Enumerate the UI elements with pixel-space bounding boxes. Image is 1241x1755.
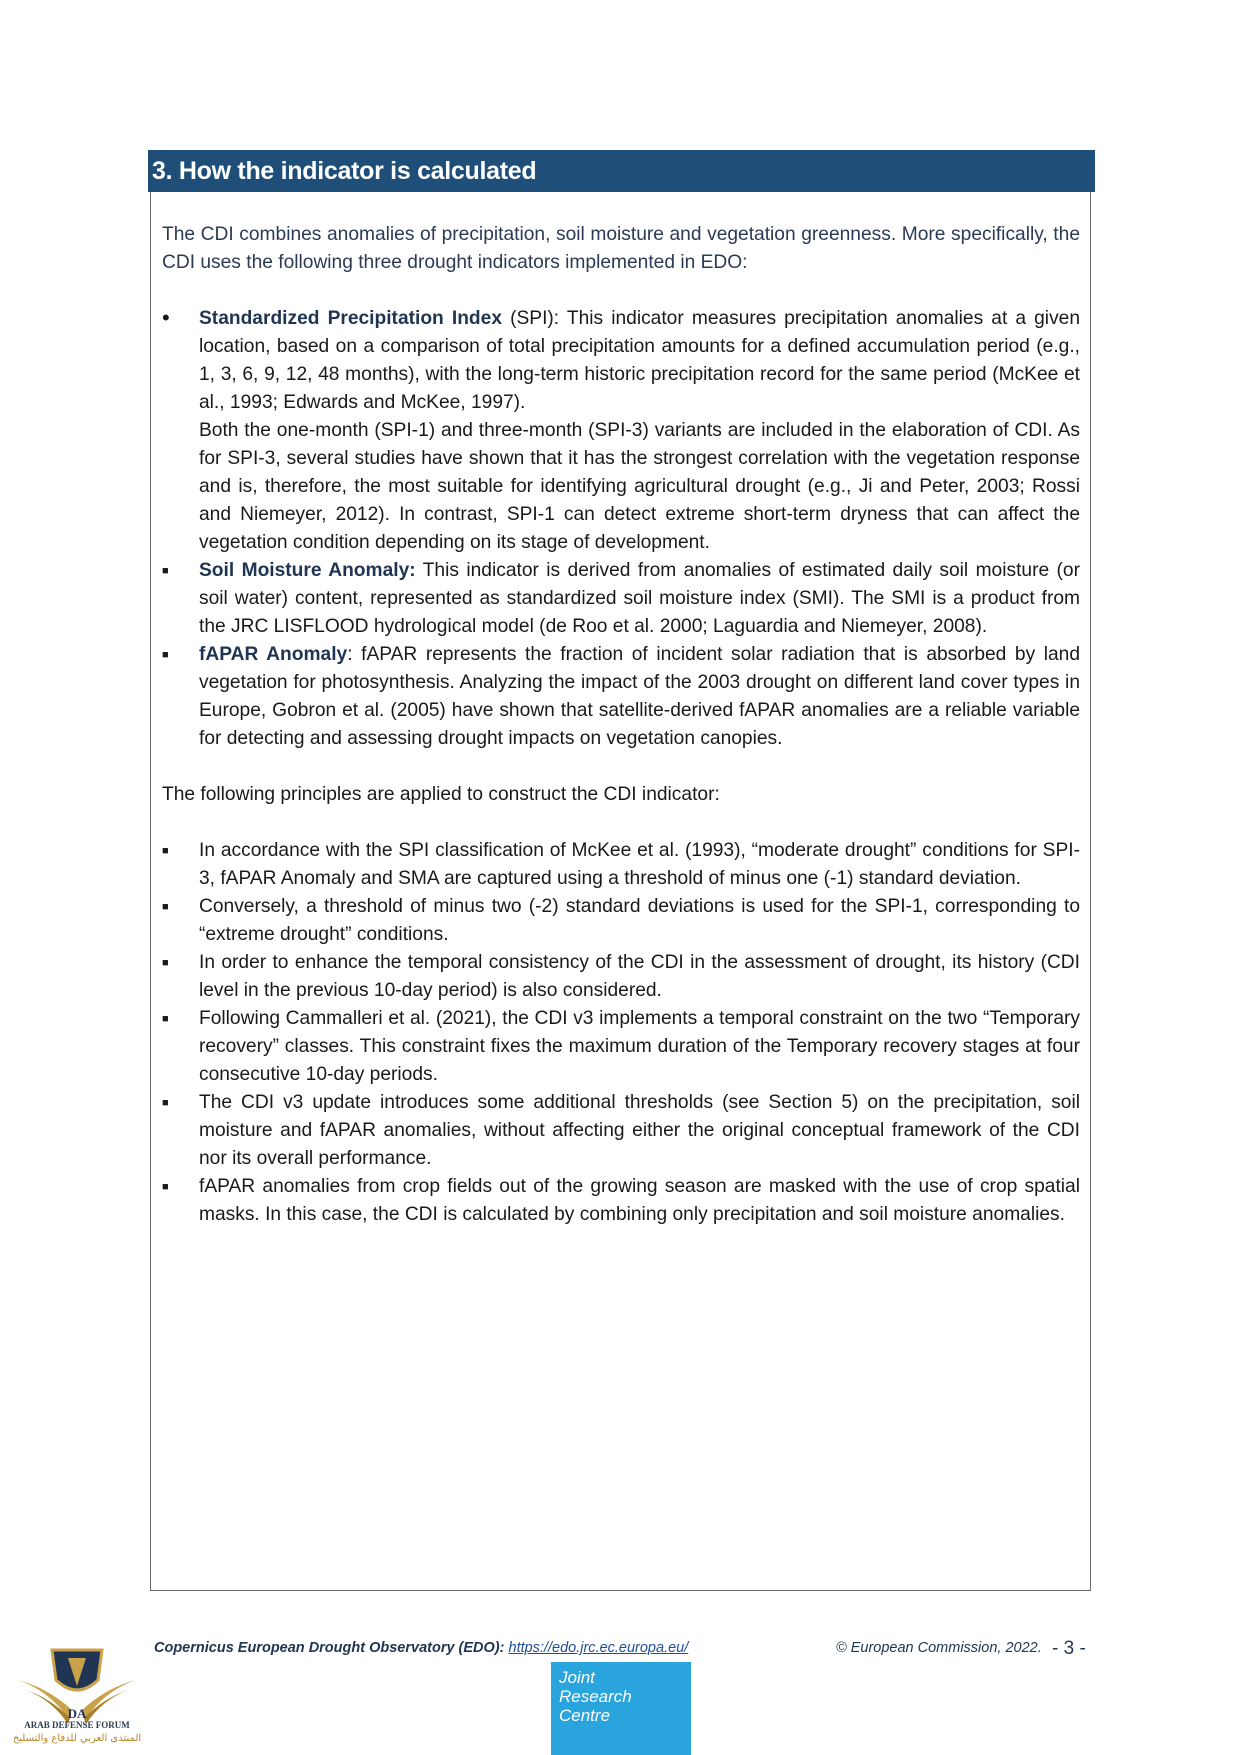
content-body [162, 221, 1080, 1229]
indicator-text: (SPI): This indicator measures precipitation anomalies at a given location, based on a comparison of total precipitation amounts for a defined accumulation period (e.g., 1, 3, 6, 9, 12, 48 months), with the long-term historic precipitation record for the same period (McKee et al., 1993; Edwards and McKee, 1997). [199, 308, 1081, 413]
square-bullet-icon: ■ [162, 1013, 169, 1025]
section-title: 3. How the indicator is calculated [148, 150, 1095, 192]
logo-mark: DA [67, 1706, 87, 1721]
indicator-list [162, 305, 1080, 753]
square-bullet-icon: ■ [162, 901, 169, 913]
square-bullet-icon: ■ [162, 649, 169, 661]
page-number: - 3 - [1052, 1638, 1086, 1659]
list-item [162, 1173, 1080, 1229]
jrc-line: Centre [559, 1706, 611, 1725]
jrc-line: Research [559, 1687, 632, 1706]
footer-source [154, 1640, 688, 1656]
principle-text: fAPAR anomalies from crop fields out of the growing season are masked with the use of crop spatial masks. In this case, the CDI is calculated by combining only precipitation and soil moisture anomalies. [199, 1176, 1080, 1225]
indicator-term: Standardized Precipitation Index [199, 308, 502, 329]
list-item [162, 305, 1080, 557]
indicator-text: : fAPAR represents the fraction of incident solar radiation that is absorbed by land vegetation for photosynthesis. Analyzing the impact of the 2003 drought on different land cover types in Europe, Gobron et al. (2005) have shown that satellite-derived fAPAR anomalies are a reliable variable for detecting and assessing drought impacts on vegetation canopies. [199, 644, 1080, 749]
indicator-term: fAPAR Anomaly [199, 644, 348, 665]
indicator-extra: Both the one-month (SPI-1) and three-month (SPI-3) variants are included in the elaboration of CDI. As for SPI-3, several studies have shown that it has the strongest correlation with the vegetation response and is, therefore, the most suitable for identifying agricultural drought (e.g., Ji and Peter, 2003; Rossi and Niemeyer, 2012). In contrast, SPI-1 can detect extreme short-term dryness that can affect the vegetation condition depending on its stage of development. [199, 420, 1080, 553]
edo-link[interactable]: https://edo.jrc.ec.europa.eu/ [508, 1640, 689, 1656]
intro-paragraph: The CDI combines anomalies of precipitation, soil moisture and vegetation greenness. More specifically, the CDI uses the following three drought indicators implemented in EDO: [162, 224, 1080, 273]
principles-intro: The following principles are applied to construct the CDI indicator: [162, 784, 720, 805]
list-item [162, 641, 1080, 753]
list-item [162, 1005, 1080, 1089]
bullet-icon: • [162, 305, 170, 330]
square-bullet-icon: ■ [162, 565, 169, 577]
principle-text: Following Cammalleri et al. (2021), the CDI v3 implements a temporal constraint on the two “Temporary recovery” classes. This constraint fixes the maximum duration of the Temporary recovery stages at four consecutive 10-day periods. [199, 1008, 1080, 1085]
jrc-line: Joint [559, 1668, 595, 1687]
list-item [162, 1089, 1080, 1173]
principle-text: The CDI v3 update introduces some additional thresholds (see Section 5) on the precipitation, soil moisture and fAPAR anomalies, without affecting either the original conceptual framework of the CDI nor its overall performance. [199, 1092, 1080, 1169]
square-bullet-icon: ■ [162, 1181, 169, 1193]
footer-source-label: Copernicus European Drought Observatory (EDO): [154, 1640, 509, 1656]
logo-name-ar: المنتدى العربي للدفاع والتسليح [12, 1733, 142, 1744]
footer-copyright: © European Commission, 2022. [836, 1640, 1042, 1656]
list-item [162, 557, 1080, 641]
principle-text: In order to enhance the temporal consistency of the CDI in the assessment of drought, its history (CDI level in the previous 10-day period) is also considered. [199, 952, 1080, 1001]
principle-text: In accordance with the SPI classification of McKee et al. (1993), “moderate drought” conditions for SPI-3, fAPAR Anomaly and SMA are captured using a threshold of minus one (-1) standard deviation. [199, 840, 1080, 889]
indicator-text: This indicator is derived from anomalies of estimated daily soil moisture (or soil water) content, represented as standardized soil moisture index (SMI). The SMI is a product from the JRC LISFLOOD hydrological model (de Roo et al. 2000; Laguardia and Niemeyer, 2008). [199, 560, 1080, 637]
jrc-logo [551, 1662, 691, 1755]
list-item [162, 837, 1080, 893]
logo-name-en: ARAB DEFENSE FORUM [24, 1720, 130, 1730]
square-bullet-icon: ■ [162, 1097, 169, 1109]
indicator-term: Soil Moisture Anomaly: [199, 560, 416, 581]
list-item [162, 949, 1080, 1005]
principle-text: Conversely, a threshold of minus two (-2) standard deviations is used for the SPI-1, corresponding to “extreme drought” conditions. [199, 896, 1080, 945]
square-bullet-icon: ■ [162, 957, 169, 969]
principles-list [162, 837, 1080, 1229]
list-item [162, 893, 1080, 949]
square-bullet-icon: ■ [162, 845, 169, 857]
